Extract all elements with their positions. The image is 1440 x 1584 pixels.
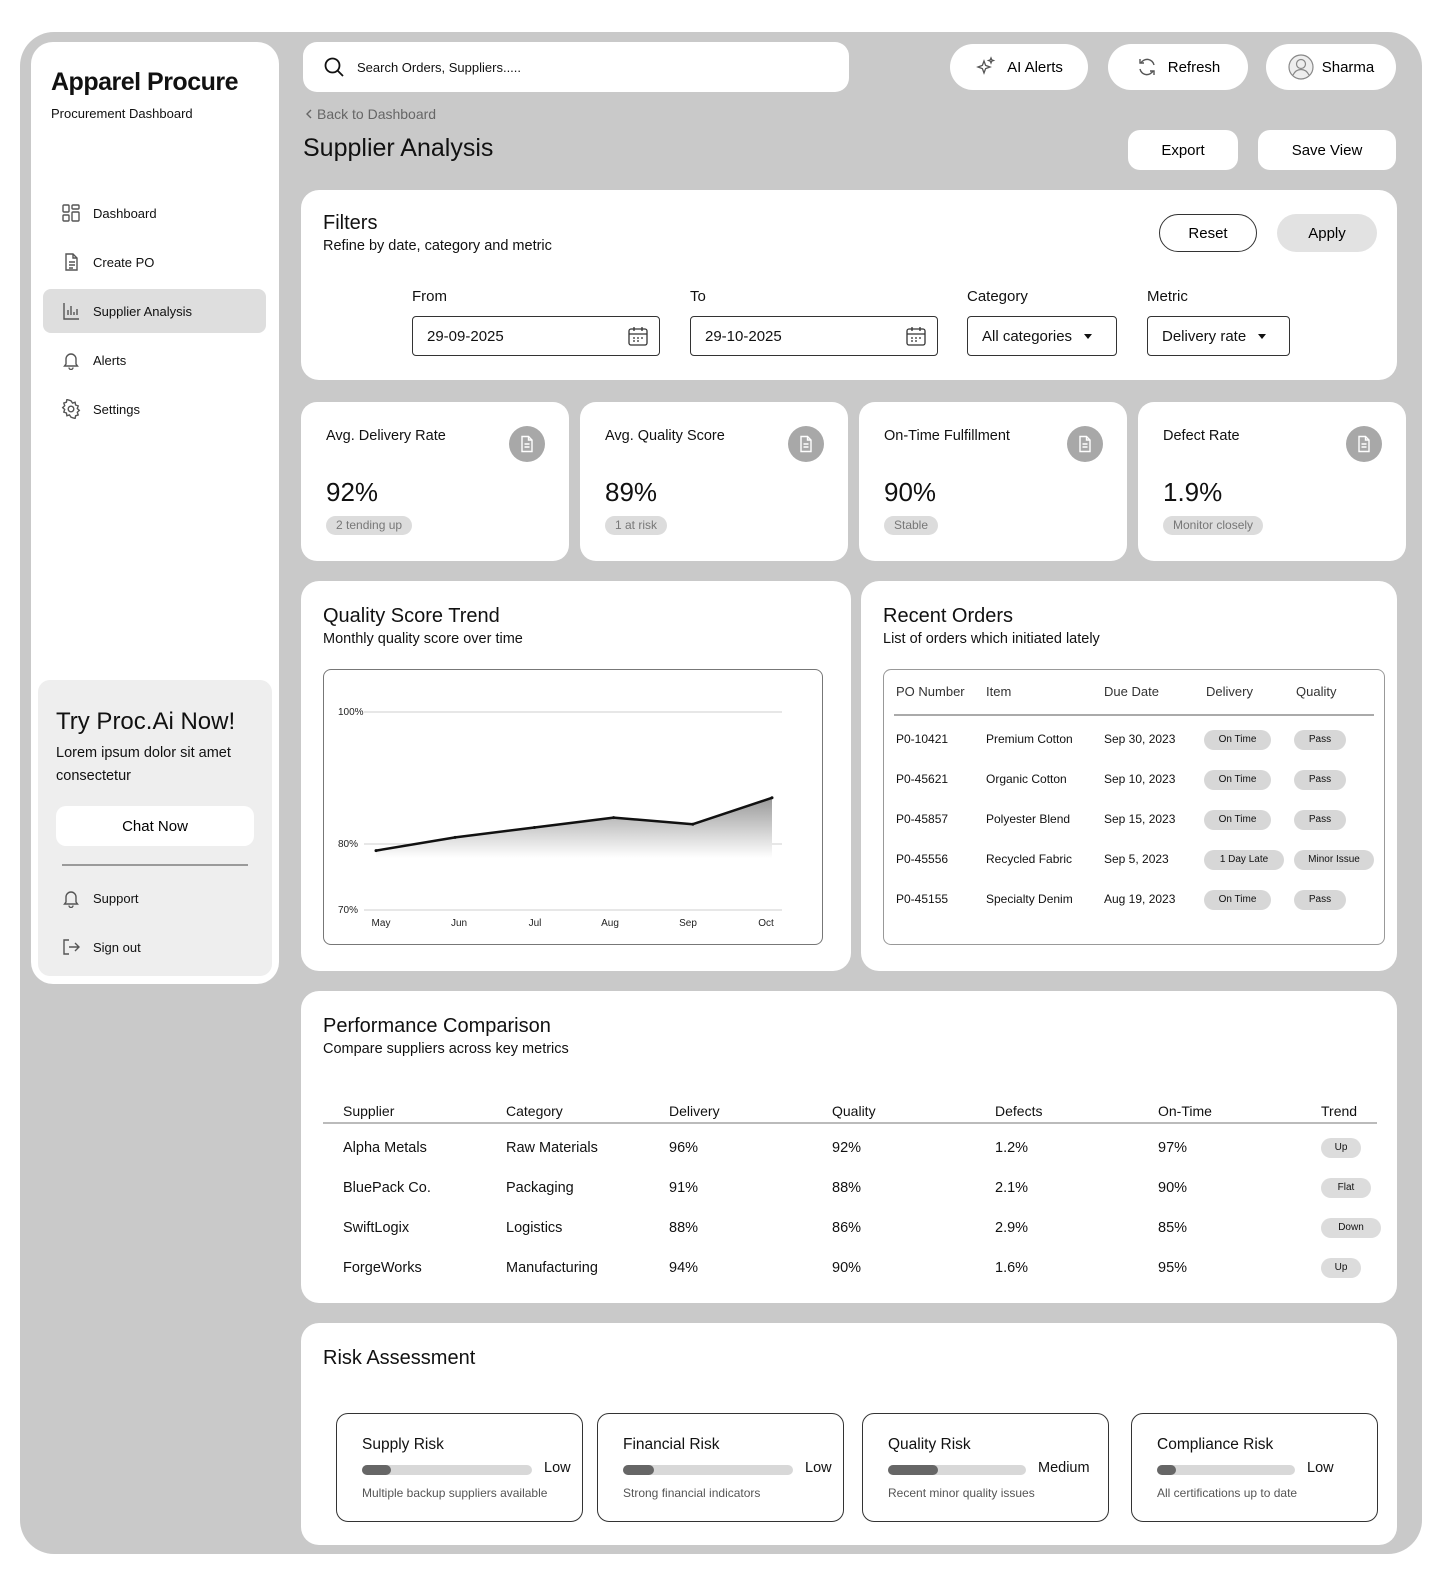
filters-panel	[301, 190, 1397, 380]
table-row[interactable]	[301, 1260, 1401, 1290]
bell-icon	[61, 350, 81, 370]
risk-progress-fill	[1157, 1465, 1176, 1475]
column-header: Due Date	[1104, 684, 1159, 699]
caret-down-icon	[1084, 334, 1092, 339]
status-badge: Monitor closely	[1163, 516, 1263, 535]
column-header: Delivery	[669, 1103, 720, 1119]
calendar-icon	[905, 325, 927, 347]
trend-badge: Up	[1321, 1258, 1361, 1278]
area-fill	[376, 798, 772, 858]
data-point	[612, 816, 615, 819]
y-tick-label: 80%	[338, 839, 359, 850]
ai-alerts-button[interactable]	[950, 44, 1088, 90]
kpi-value: 1.9%	[1163, 477, 1223, 507]
trend-badge: Up	[1321, 1138, 1361, 1158]
risk-card-quality	[862, 1413, 1109, 1522]
back-link[interactable]	[303, 106, 436, 122]
kpi-card-defect	[1138, 402, 1406, 561]
defects-value: 2.9%	[995, 1220, 1029, 1236]
table-row[interactable]	[884, 726, 1384, 756]
quality-trend-chart	[324, 670, 824, 946]
x-tick-label: Jul	[528, 918, 542, 929]
sidebar-item-dashboard[interactable]	[43, 191, 266, 235]
defects-value: 1.2%	[995, 1140, 1029, 1156]
category-value: All categories	[982, 327, 1073, 345]
category-select[interactable]	[967, 316, 1117, 356]
table-row[interactable]	[884, 766, 1384, 796]
supplier-category: Logistics	[506, 1220, 563, 1236]
po-number: P0-45857	[896, 812, 949, 826]
grid-icon	[61, 203, 81, 223]
chart-container	[323, 669, 823, 945]
risk-level: Low	[544, 1460, 571, 1476]
risk-panel	[301, 1323, 1397, 1545]
status-badge: Stable	[884, 516, 938, 535]
quality-badge: Pass	[1294, 770, 1346, 790]
risk-description: Multiple backup suppliers available	[362, 1486, 548, 1500]
ontime-value: 97%	[1158, 1140, 1188, 1156]
save-view-button[interactable]: Save View	[1258, 130, 1396, 170]
delivery-badge: On Time	[1204, 810, 1271, 830]
to-label: To	[690, 288, 706, 305]
table-row[interactable]	[301, 1220, 1401, 1250]
reset-button[interactable]: Reset	[1159, 214, 1257, 252]
divider	[323, 1122, 1377, 1124]
category-label: Category	[967, 288, 1028, 305]
from-label: From	[412, 288, 447, 305]
promo-title: Try Proc.Ai Now!	[56, 708, 236, 735]
sidebar-item-label: Settings	[93, 401, 140, 417]
risk-card-financial	[597, 1413, 844, 1522]
kpi-label: Avg. Delivery Rate	[326, 428, 446, 444]
avatar	[1288, 54, 1314, 80]
risk-level: Medium	[1038, 1460, 1090, 1476]
from-date-value: 29-09-2025	[427, 327, 504, 345]
bar-chart-icon	[61, 301, 81, 321]
supplier-category: Manufacturing	[506, 1260, 598, 1276]
quality-value: 88%	[832, 1180, 862, 1196]
due-date: Sep 10, 2023	[1104, 772, 1176, 786]
quality-trend-panel	[301, 581, 851, 971]
supplier-name: ForgeWorks	[343, 1260, 422, 1276]
sparkle-icon	[975, 56, 997, 78]
recent-orders-title: Recent Orders	[883, 605, 1014, 627]
kpi-value: 90%	[884, 477, 937, 507]
delivery-value: 88%	[669, 1220, 699, 1236]
due-date: Sep 15, 2023	[1104, 812, 1176, 826]
risk-description: Recent minor quality issues	[888, 1486, 1035, 1500]
metric-label: Metric	[1147, 288, 1188, 305]
delivery-badge: On Time	[1204, 770, 1271, 790]
data-point	[691, 823, 694, 826]
x-tick-label: Sep	[679, 918, 697, 929]
y-tick-label: 70%	[338, 905, 359, 916]
export-button[interactable]: Export	[1128, 130, 1238, 170]
supplier-category: Raw Materials	[506, 1140, 598, 1156]
quality-badge: Pass	[1294, 810, 1346, 830]
sidebar	[31, 42, 279, 984]
sidebar-item-label: Sign out	[93, 939, 141, 955]
document-icon	[1346, 426, 1382, 462]
supplier-name: BluePack Co.	[343, 1180, 431, 1196]
table-row[interactable]	[301, 1180, 1401, 1210]
kpi-card-on-time	[859, 402, 1127, 561]
delivery-value: 96%	[669, 1140, 699, 1156]
risk-progress-bar	[362, 1465, 532, 1475]
refresh-button[interactable]	[1108, 44, 1248, 90]
risk-title: Risk Assessment	[323, 1347, 476, 1369]
kpi-label: Avg. Quality Score	[605, 428, 725, 444]
search-input[interactable]	[357, 60, 797, 75]
divider	[62, 864, 248, 866]
risk-progress-bar	[1157, 1465, 1295, 1475]
risk-progress-bar	[623, 1465, 793, 1475]
trend-badge: Flat	[1321, 1178, 1371, 1198]
orders-table	[883, 669, 1385, 945]
performance-subtitle: Compare suppliers across key metrics	[323, 1041, 569, 1057]
po-number: P0-10421	[896, 732, 949, 746]
due-date: Aug 19, 2023	[1104, 892, 1176, 906]
sidebar-item-label: Create PO	[93, 254, 155, 270]
risk-progress-fill	[888, 1465, 938, 1475]
sign-out-icon	[61, 937, 81, 957]
quality-value: 86%	[832, 1220, 862, 1236]
refresh-icon	[1136, 56, 1158, 78]
data-point	[533, 826, 536, 829]
column-header: Trend	[1321, 1103, 1358, 1119]
metric-select[interactable]	[1147, 316, 1290, 356]
delivery-value: 91%	[669, 1180, 699, 1196]
filters-subtitle: Refine by date, category and metric	[323, 238, 552, 254]
risk-progress-bar	[888, 1465, 1026, 1475]
column-header: Item	[986, 684, 1012, 699]
delivery-badge: 1 Day Late	[1204, 850, 1284, 870]
ontime-value: 85%	[1158, 1220, 1188, 1236]
performance-title: Performance Comparison	[323, 1015, 551, 1037]
sidebar-item-label: Supplier Analysis	[93, 303, 192, 319]
column-header: Category	[506, 1103, 563, 1119]
item: Specialty Denim	[986, 892, 1073, 906]
item: Premium Cotton	[986, 732, 1073, 746]
risk-progress-fill	[362, 1465, 391, 1475]
document-icon	[509, 426, 545, 462]
column-header: Quality	[1296, 684, 1337, 699]
y-tick-label: 100%	[338, 707, 364, 718]
sidebar-item-label: Dashboard	[93, 205, 157, 221]
po-number: P0-45155	[896, 892, 949, 906]
app-title: Apparel Procure	[51, 68, 239, 96]
due-date: Sep 30, 2023	[1104, 732, 1176, 746]
app-subtitle: Procurement Dashboard	[51, 106, 193, 121]
po-number: P0-45556	[896, 852, 949, 866]
bell-icon	[61, 888, 81, 908]
delivery-value: 94%	[669, 1260, 699, 1276]
table-row[interactable]	[884, 806, 1384, 836]
performance-panel	[301, 991, 1397, 1303]
kpi-value: 89%	[605, 477, 658, 507]
sidebar-item-label: Alerts	[93, 352, 127, 368]
table-row[interactable]	[884, 846, 1384, 876]
gear-icon	[61, 399, 81, 419]
user-menu-button[interactable]	[1266, 44, 1396, 90]
search-bar[interactable]	[303, 42, 849, 92]
back-link-label: Back to Dashboard	[317, 106, 437, 122]
item: Recycled Fabric	[986, 852, 1073, 866]
quality-trend-subtitle: Monthly quality score over time	[323, 631, 523, 647]
defects-value: 1.6%	[995, 1260, 1029, 1276]
chat-now-button[interactable]: Chat Now	[56, 806, 254, 846]
x-tick-label: May	[371, 918, 391, 929]
column-header: PO Number	[896, 684, 965, 699]
status-badge: 2 tending up	[326, 516, 412, 535]
document-icon	[788, 426, 824, 462]
sidebar-item-settings[interactable]	[43, 387, 266, 431]
quality-badge: Pass	[1294, 730, 1346, 750]
kpi-label: Defect Rate	[1163, 428, 1240, 444]
risk-description: All certifications up to date	[1157, 1486, 1298, 1500]
delivery-badge: On Time	[1204, 730, 1271, 750]
from-date-field[interactable]	[412, 316, 660, 356]
supplier-category: Packaging	[506, 1180, 574, 1196]
po-number: P0-45621	[896, 772, 949, 786]
data-point	[454, 836, 457, 839]
ontime-value: 90%	[1158, 1180, 1188, 1196]
sidebar-item-alerts[interactable]	[43, 338, 266, 382]
risk-progress-fill	[623, 1465, 654, 1475]
sidebar-item-label: Support	[93, 890, 139, 906]
divider	[894, 714, 1374, 716]
risk-card-title: Quality Risk	[888, 1436, 971, 1453]
risk-card-title: Financial Risk	[623, 1436, 720, 1453]
kpi-label: On-Time Fulfillment	[884, 428, 1010, 444]
table-row[interactable]	[884, 886, 1384, 916]
apply-button[interactable]: Apply	[1277, 214, 1377, 252]
promo-card	[38, 680, 272, 976]
sidebar-item-support[interactable]	[43, 876, 266, 920]
trend-badge: Down	[1321, 1218, 1381, 1238]
data-point	[771, 796, 774, 799]
supplier-name: Alpha Metals	[343, 1140, 427, 1156]
recent-orders-panel	[861, 581, 1397, 971]
promo-text: Lorem ipsum dolor sit amet consectetur	[56, 745, 231, 784]
refresh-label: Refresh	[1167, 58, 1221, 76]
column-header: Supplier	[343, 1103, 395, 1119]
quality-badge: Minor Issue	[1294, 850, 1374, 870]
quality-value: 90%	[832, 1260, 862, 1276]
item: Organic Cotton	[986, 772, 1067, 786]
x-tick-label: Oct	[758, 918, 774, 929]
to-date-value: 29-10-2025	[705, 327, 782, 345]
kpi-card-delivery	[301, 402, 569, 561]
document-icon	[61, 252, 81, 272]
risk-level: Low	[1307, 1460, 1334, 1476]
risk-card-title: Supply Risk	[362, 1436, 444, 1453]
x-tick-label: Aug	[601, 918, 619, 929]
caret-down-icon	[1258, 334, 1266, 339]
defects-value: 2.1%	[995, 1180, 1029, 1196]
calendar-icon	[627, 325, 649, 347]
x-tick-label: Jun	[450, 918, 468, 929]
search-icon	[323, 56, 345, 78]
status-badge: 1 at risk	[605, 516, 667, 535]
quality-badge: Pass	[1294, 890, 1346, 910]
chevron-left-icon	[303, 108, 315, 120]
quality-trend-title: Quality Score Trend	[323, 605, 500, 627]
risk-card-compliance	[1131, 1413, 1378, 1522]
user-name: Sharma	[1321, 58, 1375, 76]
risk-description: Strong financial indicators	[623, 1486, 761, 1500]
column-header: Quality	[832, 1103, 876, 1119]
risk-card-title: Compliance Risk	[1157, 1436, 1274, 1453]
kpi-card-quality	[580, 402, 848, 561]
column-header: Defects	[995, 1103, 1043, 1119]
table-row[interactable]	[301, 1140, 1401, 1170]
ai-alerts-label: AI Alerts	[1007, 58, 1063, 76]
item: Polyester Blend	[986, 812, 1071, 826]
page-title: Supplier Analysis	[303, 134, 494, 162]
delivery-badge: On Time	[1204, 890, 1271, 910]
sidebar-item-create-po[interactable]	[43, 240, 266, 284]
column-header: On-Time	[1158, 1103, 1212, 1119]
document-icon	[1067, 426, 1103, 462]
risk-level: Low	[805, 1460, 832, 1476]
due-date: Sep 5, 2023	[1104, 852, 1169, 866]
to-date-field[interactable]	[690, 316, 938, 356]
ontime-value: 95%	[1158, 1260, 1188, 1276]
risk-card-supply	[336, 1413, 583, 1522]
column-header: Delivery	[1206, 684, 1253, 699]
recent-orders-subtitle: List of orders which initiated lately	[883, 631, 1100, 647]
sidebar-item-supplier-analysis[interactable]	[43, 289, 266, 333]
data-point	[375, 849, 378, 852]
metric-value: Delivery rate	[1162, 327, 1247, 345]
kpi-value: 92%	[326, 477, 379, 507]
supplier-name: SwiftLogix	[343, 1220, 410, 1236]
filters-title: Filters	[323, 212, 378, 234]
quality-value: 92%	[832, 1140, 862, 1156]
sidebar-item-sign-out[interactable]	[43, 925, 266, 969]
